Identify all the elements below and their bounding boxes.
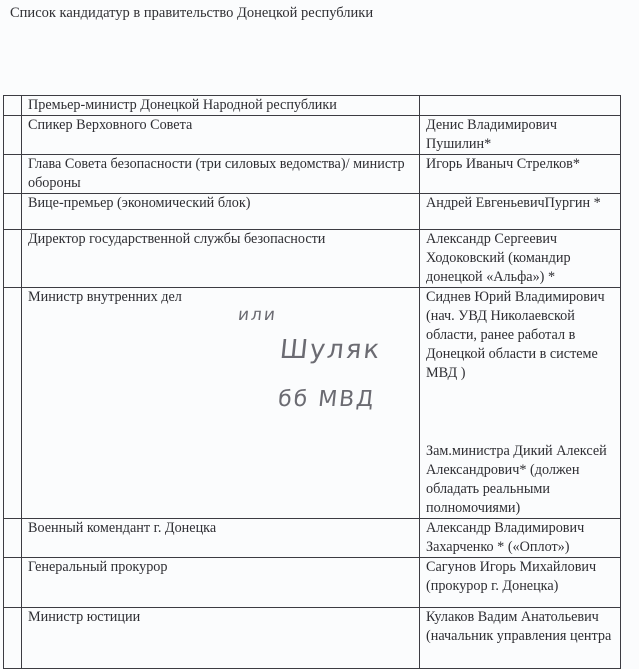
candidate-alt-text: Зам.министра Дикий Алексей Александрович* (должен обладать реальными полномочиями) — [426, 443, 607, 516]
candidate-cell — [420, 608, 621, 669]
table-row — [4, 608, 621, 669]
candidate-text: Игорь Иваныч Стрелков* — [426, 156, 580, 172]
candidate-cell — [420, 194, 621, 230]
table-row — [4, 194, 621, 230]
table-row — [4, 558, 621, 608]
position-text: Вице-премьер (экономический блок) — [28, 195, 251, 211]
row-number-cell — [4, 519, 22, 558]
document-title: Список кандидатур в правительство Донецкой республики — [10, 5, 374, 21]
table-row — [4, 230, 621, 288]
position-text: Премьер-министр Донецкой Народной республики — [28, 97, 337, 113]
position-cell — [22, 519, 420, 558]
handwritten-line: Шуляк — [278, 335, 383, 365]
handwritten-line: или — [236, 305, 279, 325]
candidate-text: Кулаков Вадим Анатольевич (начальник управления центра — [426, 609, 612, 644]
candidate-text: Сагунов Игорь Михайлович (прокурор г. Донецка) — [426, 559, 597, 594]
candidate-text: Денис Владимирович Пушилин* — [426, 117, 558, 152]
candidate-text: Александр Владимирович Захарченко * («Оплот») — [426, 520, 585, 555]
position-cell — [22, 96, 420, 116]
candidate-cell — [420, 519, 621, 558]
candidate-text: Александр Сергеевич Ходоковский (командир донецкой «Альфа») * — [426, 231, 571, 285]
position-text: Глава Совета безопасности (три силовых ведомства)/ министр обороны — [28, 156, 405, 191]
position-cell — [22, 194, 420, 230]
row-number-cell — [4, 288, 22, 519]
position-cell — [22, 558, 420, 608]
position-cell — [22, 288, 420, 519]
position-text: Директор государственной службы безопасности — [28, 231, 326, 247]
position-text: Спикер Верховного Совета — [28, 117, 193, 133]
candidate-cell — [420, 230, 621, 288]
candidate-text: Сиднев Юрий Владимирович (нач. УВД Николаевской области, ранее работал в Донецкой области в системе МВД ) — [426, 289, 605, 381]
position-cell — [22, 155, 420, 194]
candidate-cell — [420, 288, 621, 519]
table-row — [4, 116, 621, 155]
row-number-cell — [4, 116, 22, 155]
candidate-cell — [420, 96, 621, 116]
table-row — [4, 519, 621, 558]
position-cell — [22, 116, 420, 155]
position-text: Генеральный прокурор — [28, 559, 168, 575]
handwritten-line: бб МВД — [276, 387, 377, 412]
position-text: Министр юстиции — [28, 609, 141, 625]
row-number-cell — [4, 96, 22, 116]
position-cell — [22, 230, 420, 288]
candidate-text: Андрей ЕвгеньевичПургин * — [426, 195, 601, 211]
table-row — [4, 288, 621, 519]
table-row — [4, 155, 621, 194]
row-number-cell — [4, 155, 22, 194]
candidate-cell — [420, 116, 621, 155]
position-text: Военный комендант г. Донецка — [28, 520, 217, 536]
row-number-cell — [4, 608, 22, 669]
position-text: Министр внутренних дел — [28, 289, 182, 305]
row-number-cell — [4, 194, 22, 230]
table-row — [4, 96, 621, 116]
candidate-cell — [420, 558, 621, 608]
candidate-cell — [420, 155, 621, 194]
row-number-cell — [4, 558, 22, 608]
row-number-cell — [4, 230, 22, 288]
candidates-table — [3, 95, 621, 669]
position-cell — [22, 608, 420, 669]
